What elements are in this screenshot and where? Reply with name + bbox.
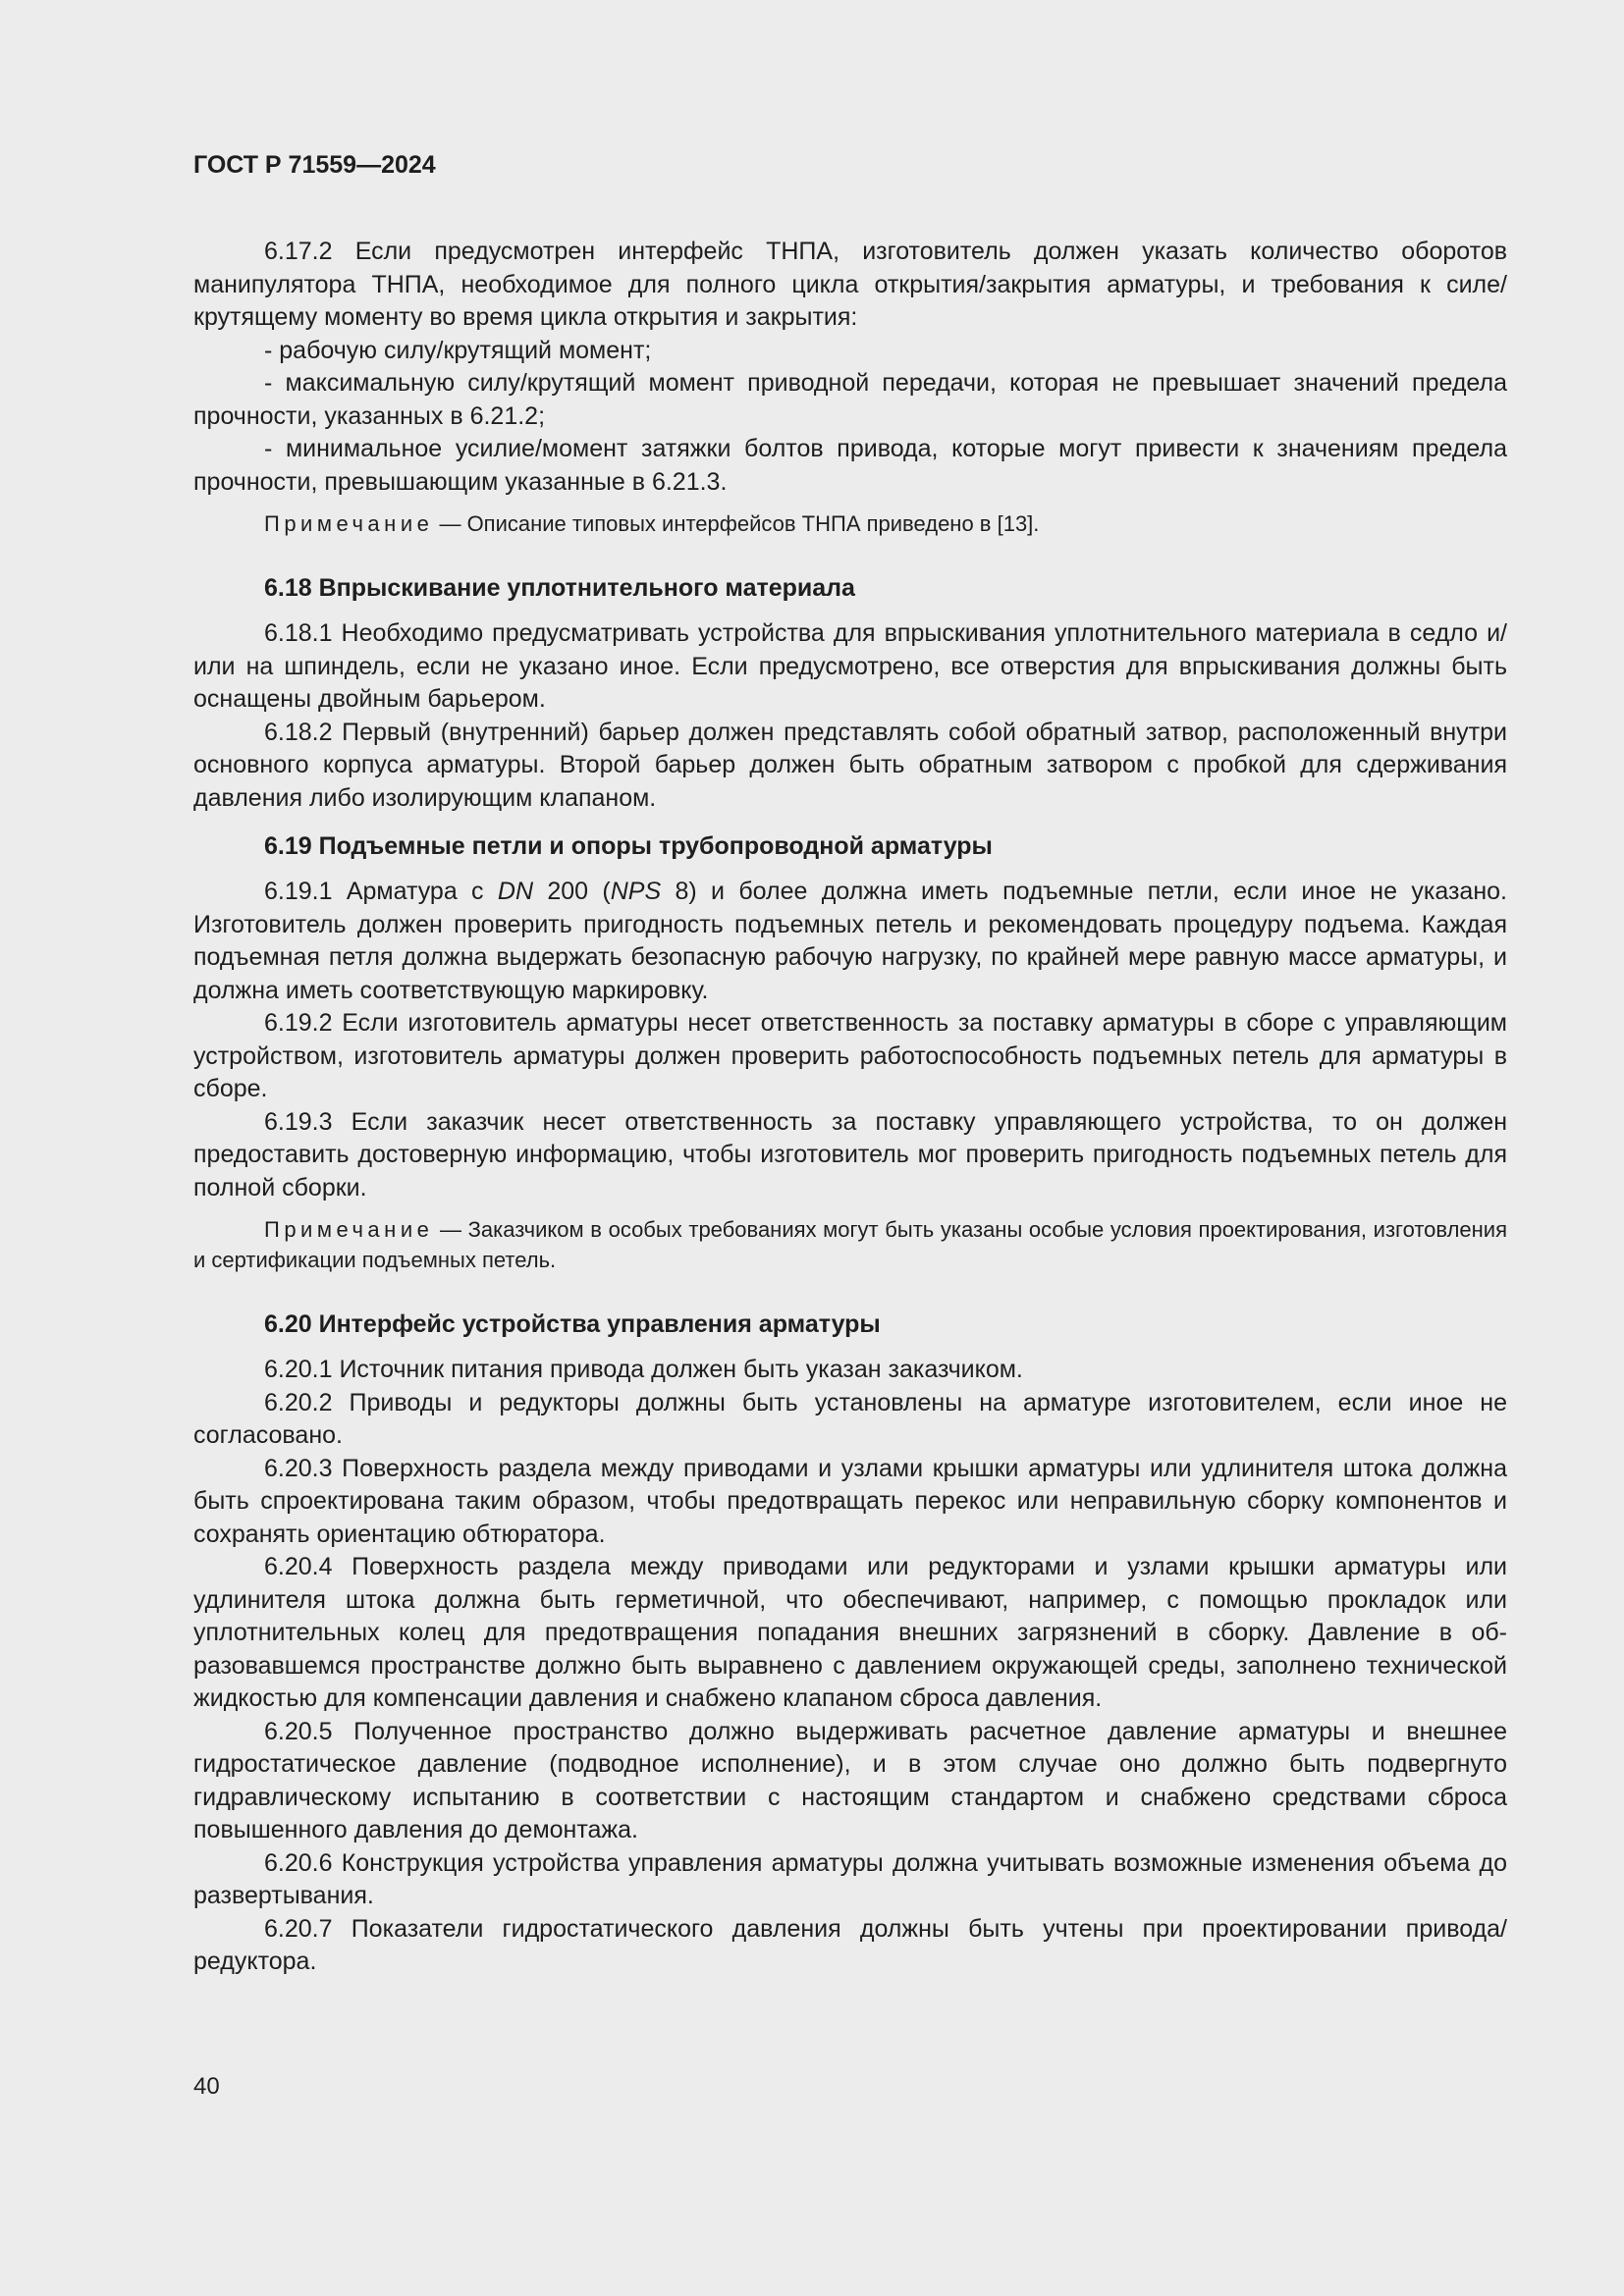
note-label: Примечание: [264, 1217, 434, 1242]
text-run-italic: NPS: [610, 878, 662, 905]
section-title-6-19: 6.19 Подъемные петли и опоры трубопроводной арматуры: [264, 832, 993, 860]
paragraph-6-20-4: 6.20.4 Поверхность раздела между приводами или редукторами и узлами крышки арматуры или удлинителя штока должна быть герметичной, что обеспечивают, например, с помощью прокладок или уплотнительных колец для предотвращения попадания внешних загрязнений в сборку. Давление в образовавшемся пространстве должно быть выравнено с давлением окружающей среды, заполнено технической жидкостью для компенсации давления и снабжено клапаном сброса давления.: [193, 1553, 1507, 1712]
paragraph-6-19-3: 6.19.3 Если заказчик несет ответственность за поставку управляющего устройства, то он должен предоставить достоверную информацию, чтобы изготовитель мог проверить пригодность подъемных петель для полной сборки.: [193, 1107, 1507, 1201]
section-6-20: [193, 1307, 1507, 1979]
paragraph-6-20-5: 6.20.5 Полученное пространство должно выдерживать расчетное давление арматуры и внешнее гидростатическое давление (подводное исполнение), и в этом случае оно должно быть подвергнуто гидравлическому испытанию в соответствии с настоящим стандартом и снабжено средствами сброса повышенного давления до демонтажа.: [193, 1717, 1507, 1843]
note-text: — Заказчиком в особых требованиях могут быть указаны особые условия проектирования, изготовления и сертификации подъемных петель.: [193, 1217, 1507, 1272]
document-page: [193, 145, 1507, 1979]
paragraph-6-20-7: 6.20.7 Показатели гидростатического давления должны быть учтены при проектировании привода/редуктора.: [193, 1914, 1507, 1975]
page-number: 40: [193, 2073, 220, 2100]
document-header: ГОСТ Р 71559—2024: [193, 151, 436, 179]
list-item: - минимальное усилие/момент затяжки болтов привода, которые могут привести к значениям предела прочности, превышающим указанные в 6.21.3.: [193, 435, 1507, 496]
section-6-17: [193, 236, 1507, 539]
paragraph-6-18-2: 6.18.2 Первый (внутренний) барьер должен представлять собой обратный затвор, расположенный внутри основного корпуса арматуры. Второй барьер должен быть обратным затвором с пробкой для сдерживания давления либо изолирующим клапаном.: [193, 718, 1507, 812]
section-6-18: [193, 570, 1507, 815]
section-6-19: [193, 828, 1507, 1275]
section-title-6-18: 6.18 Впрыскивание уплотнительного материала: [264, 574, 855, 602]
paragraph-6-20-6: 6.20.6 Конструкция устройства управления арматуры должна учитывать возможные изменения объема до развертывания.: [193, 1848, 1507, 1909]
note-6-19: [193, 1214, 1507, 1275]
paragraph-6-19-2: 6.19.2 Если изготовитель арматуры несет ответственность за поставку арматуры в сборе с управляющим устройством, изготовитель арматуры должен проверить работоспособность подъемных петель для арматуры в сборе.: [193, 1009, 1507, 1102]
list-item: - максимальную силу/крутящий момент приводной передачи, которая не превышает значений предела прочности, указанных в 6.21.2;: [193, 369, 1507, 430]
text-run: 8) и более должна иметь подъемные петли, если иное не указано. Изготовитель должен проверить пригодность подъемных петель и рекомендовать процедуру подъема. Каждая подъемная петля должна выдержать безопасную рабочую нагрузку, по крайней мере равную массе арматуры, и должна иметь соответствующую маркировку.: [193, 878, 1507, 1004]
text-run-italic: DN: [497, 878, 534, 905]
text-run: 6.19.1 Арматура с: [264, 878, 498, 905]
paragraph-6-17-2: 6.17.2 Если предусмотрен интерфейс ТНПА, изготовитель должен указать количество оборотов манипулятора ТНПА, необходимое для полного цикла открытия/закрытия арматуры, и требования к силе/крутящему моменту во время цикла открытия и закрытия:: [193, 238, 1507, 331]
paragraph-6-18-1: 6.18.1 Необходимо предусматривать устройства для впрыскивания уплотнительного материала в седло и/или на шпиндель, если не указано иное. Если предусмотрено, все отверстия для впрыскивания должны быть оснащены двойным барьером.: [193, 619, 1507, 713]
text-run: 200 (: [533, 878, 611, 905]
note-6-17: [193, 508, 1507, 539]
list-item: - рабочую силу/крутящий момент;: [264, 336, 652, 364]
paragraph-6-20-1: 6.20.1 Источник питания привода должен быть указан заказчиком.: [264, 1356, 1023, 1383]
note-text: — Описание типовых интерфейсов ТНПА приведено в [13].: [433, 511, 1040, 536]
paragraph-6-20-2: 6.20.2 Приводы и редукторы должны быть установлены на арматуре изготовителем, если иное не согласовано.: [193, 1388, 1507, 1449]
note-label: Примечание: [264, 511, 434, 536]
section-title-6-20: 6.20 Интерфейс устройства управления арматуры: [264, 1310, 881, 1338]
paragraph-6-19-1: [193, 876, 1507, 1007]
paragraph-6-20-3: 6.20.3 Поверхность раздела между приводами и узлами крышки арматуры или удлинителя штока должна быть спроектирована таким образом, чтобы предотвращать перекос или неправильную сборку компонентов и сохранять ориентацию обтюратора.: [193, 1454, 1507, 1548]
